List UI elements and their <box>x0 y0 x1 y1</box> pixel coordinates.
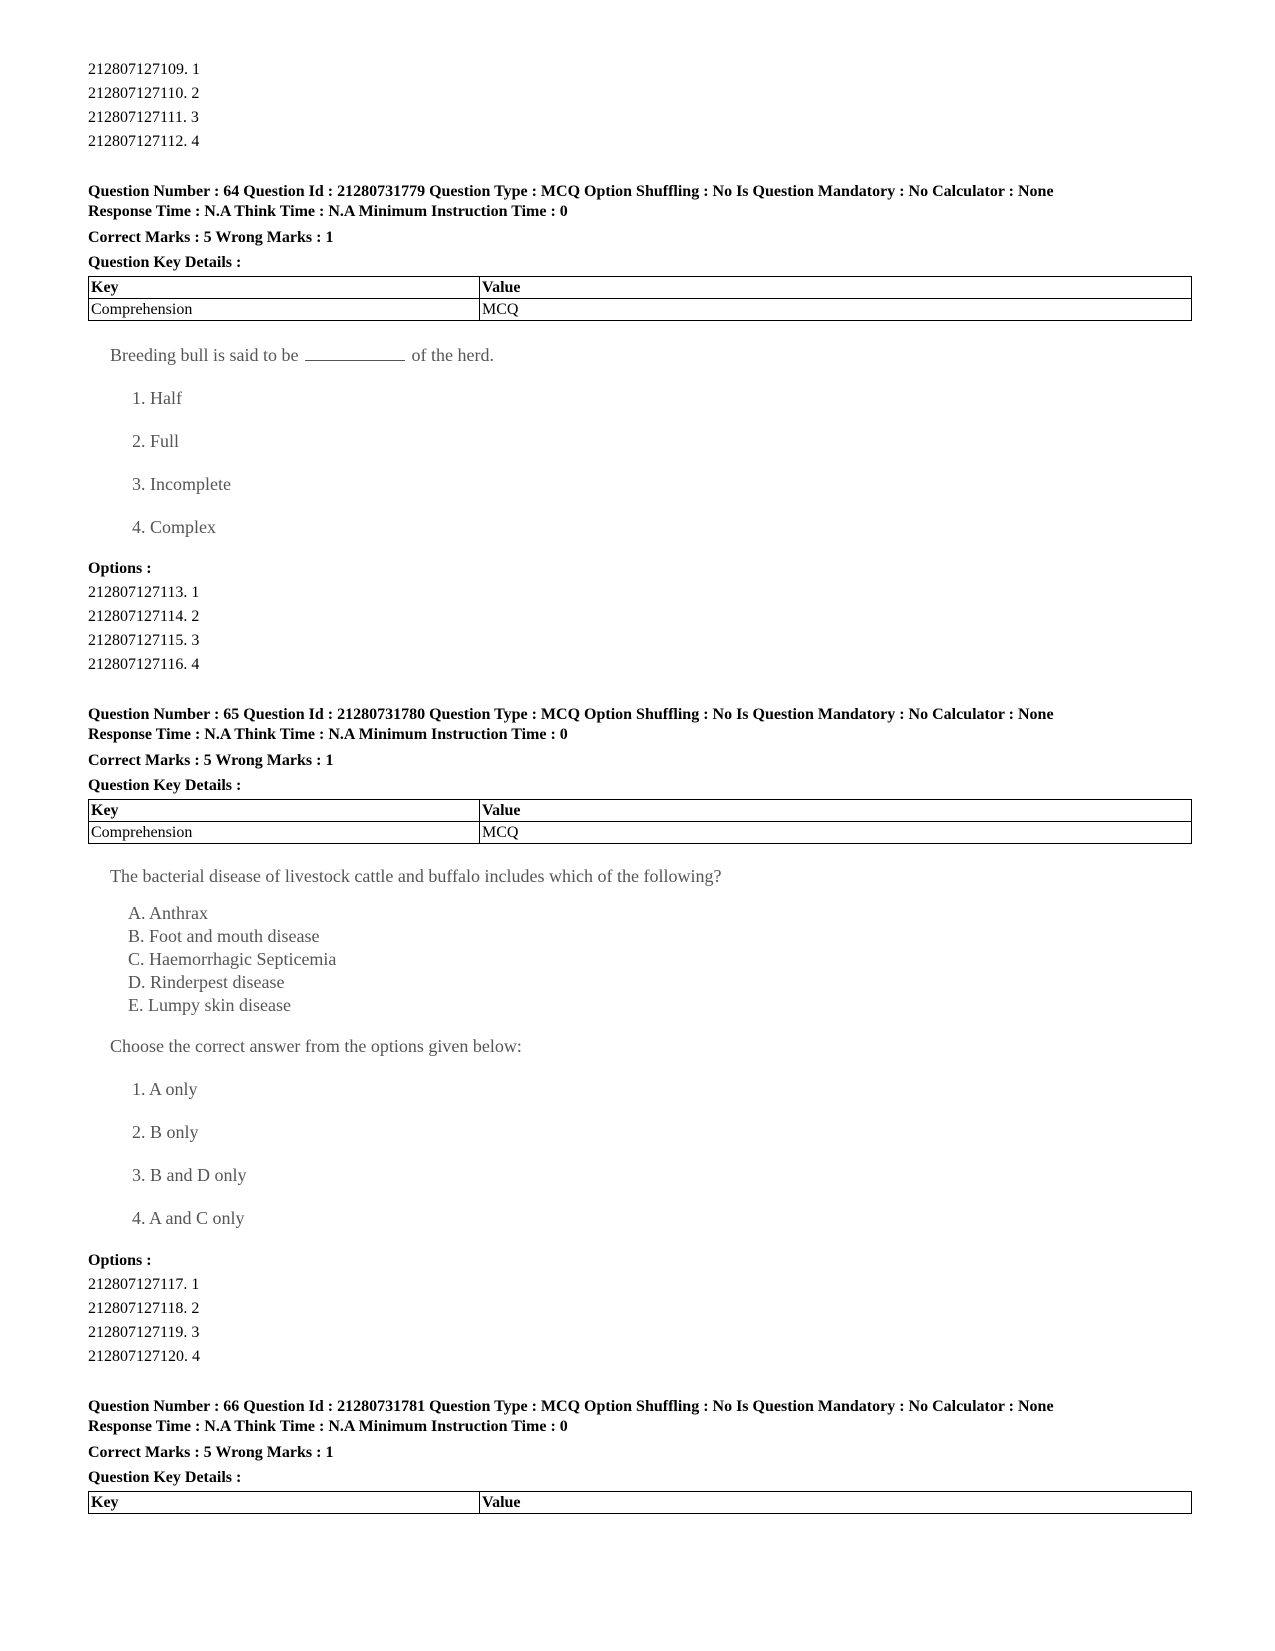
options-label: Options : <box>88 1252 152 1269</box>
choice-item: 4. Complex <box>132 517 216 537</box>
statement-item: B. Foot and mouth disease <box>128 926 320 946</box>
options-list <box>88 581 1192 677</box>
question-stem-end: of the herd. <box>411 345 494 365</box>
choice-item: 3. Incomplete <box>132 474 231 494</box>
question-stem: The bacterial disease of livestock cattle and buffalo includes which of the following? <box>110 866 722 886</box>
question-meta-line1: Question Number : 66 Question Id : 21280731781 Question Type : MCQ Option Shuffling : No Is Question Mandatory : No Calculator : None <box>88 1398 1054 1415</box>
statement-item: E. Lumpy skin disease <box>128 995 291 1015</box>
table-cell-value: MCQ <box>480 822 1192 844</box>
option-item: 212807127118. 2 <box>88 1300 200 1317</box>
table-row <box>89 822 1192 844</box>
option-item: 212807127117. 1 <box>88 1276 200 1293</box>
choice-item: 3. B and D only <box>132 1165 247 1185</box>
question-marks: Correct Marks : 5 Wrong Marks : 1 <box>88 752 334 769</box>
question-key-details-label: Question Key Details : <box>88 254 242 271</box>
option-item: 212807127112. 4 <box>88 133 200 150</box>
table-header-row <box>89 1492 1192 1514</box>
option-item: 212807127115. 3 <box>88 632 200 649</box>
fill-blank <box>305 346 405 361</box>
option-item: 212807127114. 2 <box>88 608 200 625</box>
table-cell-key: Comprehension <box>89 299 480 321</box>
question-header <box>88 705 1192 745</box>
option-item: 212807127110. 2 <box>88 85 200 102</box>
table-header-key: Key <box>89 800 480 822</box>
question-meta-line1: Question Number : 65 Question Id : 21280731780 Question Type : MCQ Option Shuffling : No Is Question Mandatory : No Calculator : None <box>88 706 1054 723</box>
statement-item: C. Haemorrhagic Septicemia <box>128 949 337 969</box>
statement-list <box>110 902 1192 1017</box>
option-item: 212807127116. 4 <box>88 656 200 673</box>
table-header-row <box>89 800 1192 822</box>
option-item: 212807127113. 1 <box>88 584 200 601</box>
option-item: 212807127111. 3 <box>88 109 199 126</box>
table-header-key: Key <box>89 1492 480 1514</box>
question-key-table <box>88 276 1192 321</box>
choice-item: 2. B only <box>132 1122 199 1142</box>
question-key-table <box>88 799 1192 844</box>
question-instruction: Choose the correct answer from the options given below: <box>110 1036 522 1056</box>
choice-item: 1. Half <box>132 388 182 408</box>
question-meta-line2: Response Time : N.A Think Time : N.A Minimum Instruction Time : 0 <box>88 203 568 220</box>
question-header <box>88 182 1192 222</box>
question-image <box>110 343 1192 539</box>
question-64 <box>88 182 1192 677</box>
choice-item: 1. A only <box>132 1079 198 1099</box>
question-marks: Correct Marks : 5 Wrong Marks : 1 <box>88 1444 334 1461</box>
table-header-value: Value <box>480 277 1192 299</box>
table-header-value: Value <box>480 800 1192 822</box>
question-stem-start: Breeding bull is said to be <box>110 345 299 365</box>
table-header-key: Key <box>89 277 480 299</box>
question-66 <box>88 1397 1192 1514</box>
table-cell-value: MCQ <box>480 299 1192 321</box>
question-image <box>110 864 1192 1230</box>
question-key-table <box>88 1491 1192 1514</box>
question-stem <box>110 343 1192 367</box>
option-item: 212807127120. 4 <box>88 1348 200 1365</box>
options-list <box>88 1273 1192 1369</box>
table-row <box>89 299 1192 321</box>
table-header-value: Value <box>480 1492 1192 1514</box>
statement-item: D. Rinderpest disease <box>128 972 285 992</box>
table-header-row <box>89 277 1192 299</box>
previous-options-list <box>88 58 1192 154</box>
question-meta-line1: Question Number : 64 Question Id : 21280731779 Question Type : MCQ Option Shuffling : No Is Question Mandatory : No Calculator : None <box>88 183 1054 200</box>
question-key-details-label: Question Key Details : <box>88 777 242 794</box>
question-65 <box>88 705 1192 1369</box>
question-header <box>88 1397 1192 1437</box>
choice-item: 4. A and C only <box>132 1208 245 1228</box>
statement-item: A. Anthrax <box>128 903 208 923</box>
question-meta-line2: Response Time : N.A Think Time : N.A Minimum Instruction Time : 0 <box>88 1418 568 1435</box>
option-item: 212807127119. 3 <box>88 1324 200 1341</box>
options-label: Options : <box>88 560 152 577</box>
option-item: 212807127109. 1 <box>88 61 200 78</box>
document-page <box>88 58 1192 1514</box>
question-key-details-label: Question Key Details : <box>88 1469 242 1486</box>
question-meta-line2: Response Time : N.A Think Time : N.A Minimum Instruction Time : 0 <box>88 726 568 743</box>
question-marks: Correct Marks : 5 Wrong Marks : 1 <box>88 229 334 246</box>
table-cell-key: Comprehension <box>89 822 480 844</box>
choice-item: 2. Full <box>132 431 180 451</box>
